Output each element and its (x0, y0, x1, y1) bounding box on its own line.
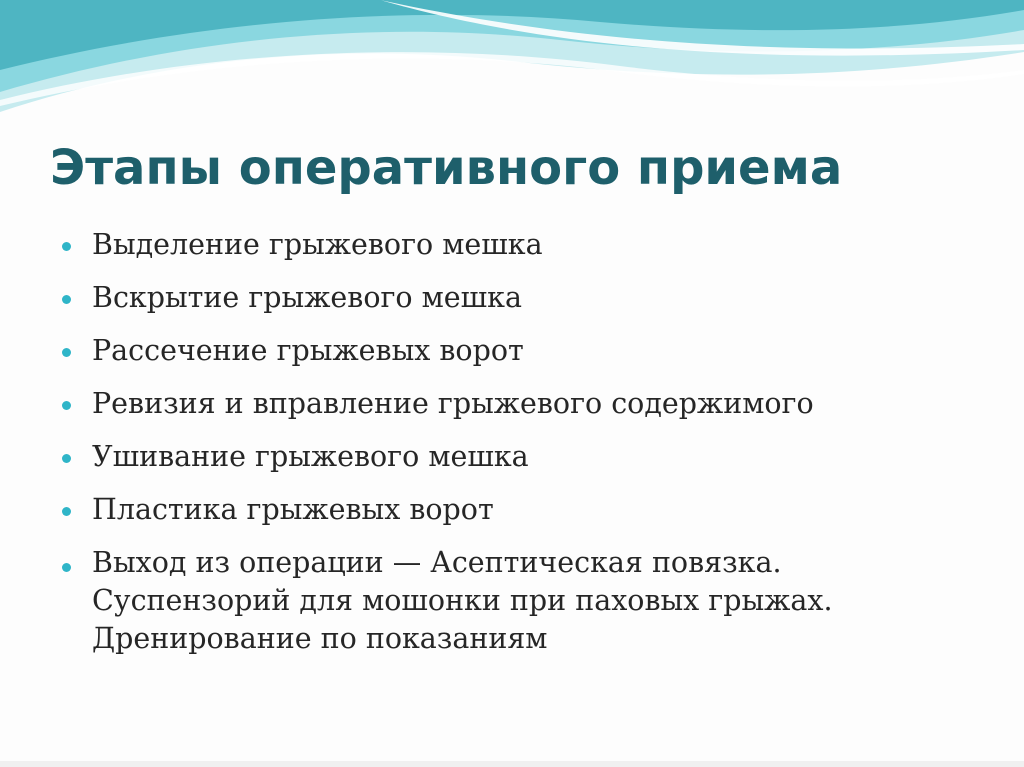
bullet-list (60, 222, 1010, 665)
bullet-item (60, 222, 1010, 268)
bullet-text: Ушивание грыжевого мешка (92, 440, 529, 473)
bullet-text-line: Выход из операции — Асептическая повязка. (92, 546, 782, 579)
bullet-text: Рассечение грыжевых ворот (92, 334, 524, 367)
bullet-dot-icon (62, 563, 71, 572)
bullet-text: Ревизия и вправление грыжевого содержимого (92, 387, 814, 420)
bullet-dot-icon (62, 507, 71, 516)
bullet-text: Выделение грыжевого мешка (92, 228, 543, 261)
bullet-item (60, 328, 1010, 374)
bullet-text: Пластика грыжевых ворот (92, 493, 494, 526)
slide-bottom-edge (0, 761, 1024, 767)
bullet-item (60, 275, 1010, 321)
bullet-item-multiline (60, 540, 1010, 658)
bullet-item (60, 487, 1010, 533)
bullet-text-line: Дренирование по показаниям (92, 622, 548, 655)
bullet-dot-icon (62, 454, 71, 463)
bullet-dot-icon (62, 348, 71, 357)
bullet-dot-icon (62, 401, 71, 410)
decorative-wave-header (0, 0, 1024, 130)
slide-title: Этапы оперативного приема (50, 140, 843, 196)
bullet-item (60, 381, 1010, 427)
bullet-dot-icon (62, 295, 71, 304)
bullet-text-line: Суспензорий для мошонки при паховых грыжах. (92, 584, 833, 617)
bullet-text: Вскрытие грыжевого мешка (92, 281, 522, 314)
bullet-dot-icon (62, 242, 71, 251)
bullet-item (60, 434, 1010, 480)
